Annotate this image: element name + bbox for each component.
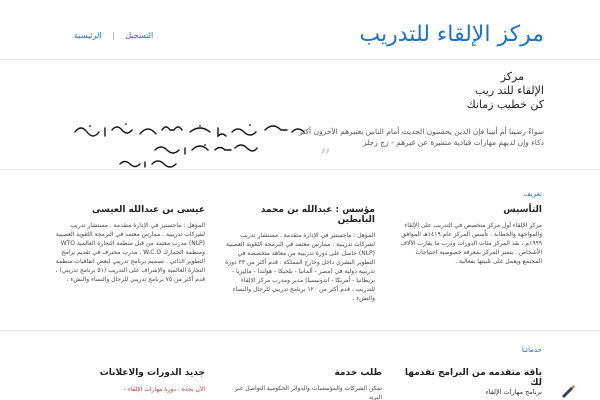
section-tag-intro[interactable]: تعريف [523, 190, 542, 198]
news-title: جديد الدورات والاعلانات [99, 368, 205, 378]
site-title[interactable]: مركز الإلقاء للتدريب [359, 22, 544, 47]
calligraphy-dots [89, 123, 251, 146]
news-link[interactable]: الآن بجدة : دورة مهارات الإلقاء - [123, 386, 205, 393]
hero-title-line: مركز [500, 70, 524, 83]
column-text: مركز الإلقاء أول مركز متخصص في التدريب على الإلقاء والمواجهة والخطابة . تأسس المركز عام ١٤١٩هـ الموافق ١٩٩٩م . نفذ المركز مئات الدورات ودرب ما يقارب الآلاف الأشخاص . يتميز المركز بمعرفة خصوصية احتياجات المجتمع ويعمل على تلبيتها بفعالية . [400, 222, 542, 265]
packages-title: باقة متقدمه من البرامج نقدمها لك [404, 368, 542, 388]
section-divider [0, 330, 600, 331]
program-item[interactable]: برنامج مهارات الإلقاء [485, 388, 542, 396]
hero-title-line: كن خطيب زمانك [466, 98, 544, 111]
column-trainer [55, 205, 205, 284]
site-header [0, 0, 600, 60]
nav-register[interactable]: التسجيل [125, 31, 154, 40]
nav-home[interactable]: الرئيسية [74, 31, 102, 40]
column-founder [225, 205, 375, 303]
column-text: المؤهل : ماجستير في الإدارة متقدمة . مستشار تدريب لشركات تدريبية . ممارس معتمد في البرمجة اللغوية العصبية (NLP) حاصل على دورة تدريبية من معاهد متخصصة في التطوير البشري داخل وخارج المملكة . قدم أكثر من ٣٣ دورة تدريبية دولية في (مصر - ألمانيا - بلجيكا - هولندا - ماليزيا - بريطانيا - أمريكا - اندونيسيا) مدير ومدرب مركز الإلقاء للتدريب ، قدم أكثر من ١٢٠ برنامج تدريبي للرجال والنساء والنشء . [225, 232, 375, 302]
hero-title [467, 70, 544, 112]
request-text: تمكن الشركات والمؤسسات والدوائر الحكومية التواصل عبر البريد [234, 385, 382, 400]
hero-title-line: الإلقاء للتد ريب [474, 84, 544, 97]
column-title: عيسى بن عبدالله العيسى [91, 205, 205, 215]
section-tag-services[interactable]: خدماتنا [521, 346, 542, 354]
nav-separator: | [112, 31, 115, 40]
calligraphy-strokes [75, 126, 304, 167]
column-founding [397, 205, 542, 266]
main-nav [70, 31, 157, 40]
pen-icon [560, 384, 576, 398]
column-text: المؤهل : ماجستير في الإدارة متقدمة . مستشار تدريب لشركات تدريبية . ممارس معتمد في البرمجة اللغوية العصبية (NLP) مدرب معتمد من قبل منظمة التجارة العالمية WTO ومنظمة الجمارك W.C.O . مدرب محترف في تقديم برامج التطوير الذاتي . تصميم برنامج تدريبي لبعض اتفاقيات منظمة التجارة العالمية والإشراف على التدريب (٥١ برنامج تدريبي) ، قدم أكثر من ٧٥ برنامج تدريبي للرجال والنساء والنشء . [55, 222, 205, 283]
hero-section [0, 60, 600, 170]
column-title: التأسيس [503, 205, 542, 215]
request-title: طلب خدمة [334, 368, 382, 378]
calligraphy-image [60, 90, 320, 170]
hero-quote: سواءً رضينا أم أبينا فإن الذين يحسنون الحديث أمام الناس يعتبرهم الآخرون أكثر ذكاء وإن لديهم مهارات قيادية متميزة عن غيرهم - زج زجلر [299, 127, 544, 147]
column-title: مؤسس : عبدالله بن محمد البابطين [260, 205, 375, 225]
quote-mark-icon: „ [320, 132, 332, 157]
